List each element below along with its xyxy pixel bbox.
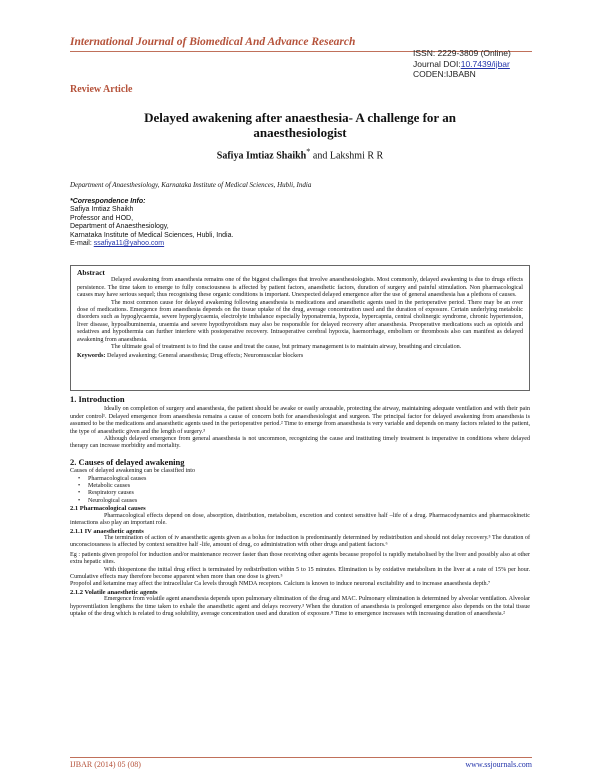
subsection-heading-volatile-agents: 2.1.2 Volatile anaesthetic agents [70,588,158,596]
footer-divider [70,757,532,758]
keywords [77,353,523,360]
abstract-paragraph: The most common cause for delayed awakening following anaesthesia is medications and anaesthetic agents used in the perioperative period. There may be an over dose of medications. Emergence from anaesthesia depends on the tissue uptake of the drug, average concentration used and the duration of exposure. Certain underlying metabolic disorders such as hypoglycaemia, severe hyperglycaemia, electrolyte imbalance especially hyponatremia, hypoxia, hypercapnia, central cholinergic syndrome, chronic hypertension, liver disease, hypoalbuminemia, uraemia and severe hypothyroidism may also be responsible for delayed recovery after anaesthesia. Preoperative medications such as opioids and sedatives and hypothermia can further interfere with postoperative recovery. Intraoperative cerebral hypoxia, haemorrhage, embolism or thrombosis also can manifest as delayed awakening from anaesthesia. [77,299,523,343]
footer-citation: IJBAR (2014) 05 (08) [70,760,141,769]
iv-paragraph: Propofol and ketamine may affect the intracellular Ca levels through NMDA receptors. Calcium is known to induce neuronal excitability and to increase anaesthesia depth.⁷ [70,581,491,588]
author-asterisk: * [306,147,311,156]
keywords-label: Keywords: [77,353,106,360]
abstract-box [70,265,530,391]
subsection-heading-pharmacological: 2.1 Pharmacological causes [70,505,146,513]
abstract-paragraph: Delayed awakening from anaesthesia remains one of the biggest challenges that involve anaesthesiologists. Most commonly, delayed awakening is due to drugs effects persistence. The time taken to emerge to fully consciousness is affected by patient factors, anaesthetic factors, duration of surgery and painful stimulation. Non pharmacological causes may have serious sequel; thus recognising these organic conditions is important. Unexpected delayed emergence after the use of general anaesthesia has a plethora of causes. [77,277,523,299]
correspondence-heading: *Correspondence Info: [70,198,146,205]
pharm-paragraph: Pharmacological effects depend on dose, absorption, distribution, metabolism, excretion and context sensitive half –life of a drug. Pharmacodynamics and pharmacokinetic interactions also play an important role. [70,512,530,527]
main-body [70,396,530,618]
keywords-text: Delayed awakening; General anaesthesia; Drug effects; Neuromuscular blockers [105,353,304,360]
volatile-paragraph: Emergence from volatile agent anaesthesia depends upon pulmonary elimination of the drug and MAC. Pulmonary elimination is determined by alveolar ventilation. Alveolar hypoventilation lengthens the time taken to exhale the anaesthetic agent and delays recovery.³ When the duration of anaesthesia is prolonged emergence also depends on the total tissue uptake of the drug which is related to drug solubility, average concentration used and duration of exposure.⁸ Time to emergence increases with increasing duration of anaesthesia.² [70,596,530,617]
abstract-heading: Abstract [77,268,105,277]
coden: CODEN:IJBABN [413,69,476,79]
doi-link[interactable]: 10.7439/ijbar [460,58,510,69]
causes-list-item: • Neurological causes [70,498,530,505]
journal-doi [413,59,511,70]
iv-paragraph: The termination of action of iv anaesthetic agents given as a bolus for induction is predominantly determined by redistribution and should not delay recovery.⁵ The duration of unconsciousness is affected by context sensitive half -life, amount of drug, co administration with other drugs and patient factors.⁶ [70,534,530,549]
affiliation: Department of Anaesthesiology, Karnataka Institute of Medical Sciences, Hubli, India [70,181,312,189]
paper-title-line-2: anaesthesiologist [253,125,347,140]
correspondence-line: Karnataka Institute of Medical Sciences, Hubli, India. [70,231,234,239]
causes-list-item: • Respiratory causes [70,490,530,497]
author-main: Safiya Imtiaz Shaikh [216,150,307,162]
subsection-heading-iv-agents: 2.1.1 IV anaesthetic agents [70,527,144,535]
journal-title: International Journal of Biomedical And Advance Research [70,36,356,48]
correspondence-line: Professor and HOD, [70,214,134,222]
intro-paragraph: Ideally on completion of surgery and anaesthesia, the patient should be awake or easily arousable, protecting the airway, maintaining adequate ventilation and with their pain under control¹. Delayed emergence from anaesthesia remains a cause of concern both for anaesthesiologist and surgeon. The principal factor for delayed awakening from anaesthesia is assumed to be the medications and anaesthetic agents used in the perioperative period.² Time to emerge from anaesthesia is very variable and depends on many factors related to the patient, the type of anaesthetic given and the length of surgery.³ [70,406,530,435]
correspondence-line: Safiya Imtiaz Shaikh [70,206,134,214]
paper-title [100,110,500,140]
correspondence-email [70,240,233,248]
causes-list-item: • Metabolic causes [70,483,530,490]
causes-intro: Causes of delayed awakening can be classified into [70,468,196,475]
correspondence-info [70,198,233,248]
intro-paragraph: Although delayed emergence from general anaesthesia is not uncommon, recognizing the cause and instituting timely treatment is imperative in conditions where delayed therapy can increase morbidity and mortality. [70,436,530,450]
journal-identifiers [413,48,511,80]
author-other: and Lakshmi R R [310,150,384,162]
iv-paragraph: Eg : patients given propofol for induction and/or maintenance recover faster than those receiving other agents because propofol is rapidly metabolised by the liver and possibly also at other extra hepatic sites. [70,551,530,566]
correspondence-line: Department of Anaesthesiology, [70,223,169,231]
causes-list-item: • Pharmacological causes [70,476,530,483]
doi-label: Journal DOI: [413,58,461,69]
article-type: Review Article [70,84,133,95]
abstract-paragraph: The ultimate goal of treatment is to find the cause and treat the cause, but primary management is to maintain airway, breathing and circulation. [111,344,462,351]
causes-list [70,476,530,506]
paper-title-line-1: Delayed awakening after anaesthesia- A challenge for an [144,110,456,125]
footer-website-link[interactable]: www.ssjournals.com [465,760,532,769]
iv-paragraph: With thiopentone the initial drug effect is terminated by redistribution within 5 to 15 minutes. Elimination is by oxidative metabolism in the liver at a rate of 15% per hour. Cumulative effects may therefore become apparent when more than one dose is given.⁵ [70,566,530,580]
issn: ISSN: 2229-3809 (Online) [413,48,511,58]
section-heading-causes: 2. Causes of delayed awakening [70,456,185,467]
email-label: E-mail: [70,240,94,248]
section-heading-introduction: 1. Introduction [70,394,125,404]
email-link[interactable]: ssafiya11@yahoo.com [93,240,165,248]
authors [100,147,500,161]
